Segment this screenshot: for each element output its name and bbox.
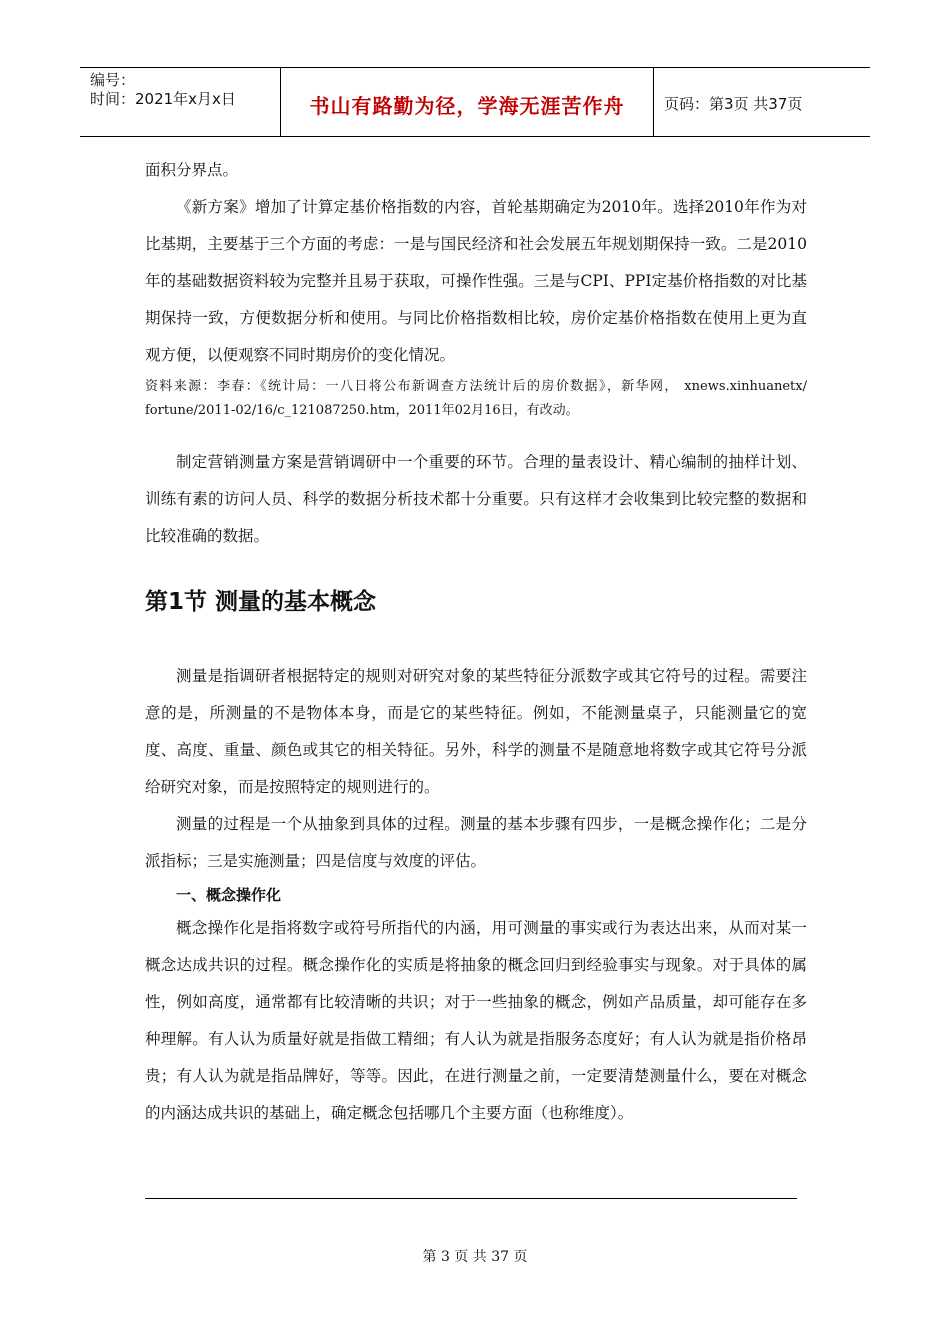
subsection-title: 一、概念操作化 [176,886,282,904]
header-motto-cell [281,68,654,136]
paragraph-measurement-definition: 测量是指调研者根据特定的规则对研究对象的某些特征分派数字或其它符号的过程。需要注意的是，所测量的不是物体本身，而是它的某些特征。例如，不能测量桌子，只能测量它的宽度、高度、重量、颜色或其它的相关特征。另外，科学的测量不是随意地将数字或其它符号分派给研究对象，而是按照特定的规则进行的。 [145,667,807,796]
document-header [80,67,870,137]
footer-page-number: 第 3 页 共 37 页 [422,1249,528,1265]
section-title: 第1节 测量的基本概念 [145,589,377,615]
header-page-cell [654,68,870,136]
footer-divider [145,1198,797,1199]
header-motto: 书山有路勤为径，学海无涯苦作舟 [309,94,625,118]
paragraph-continued: 面积分界点。 [145,161,239,179]
document-date-label: 时间：2021年x月x日 [90,90,236,108]
paragraph-intro: 制定营销测量方案是营销调研中一个重要的环节。合理的量表设计、精心编制的抽样计划、训练有素的访问人员、科学的数据分析技术都十分重要。只有这样才会收集到比较完整的数据和比较准确的数据。 [145,453,807,545]
source-citation: 资料来源：李春：《统计局：一八日将公布新调查方法统计后的房价数据》，新华网， xnews.xinhuanetx/ fortune/2011-02/16/c_121087250.htm，2011年02月16日，有改动。 [145,379,807,418]
header-page-number: 页码：第3页 共37页 [664,95,803,113]
paragraph-measurement-process: 测量的过程是一个从抽象到具体的过程。测量的基本步骤有四步，一是概念操作化；二是分派指标；三是实施测量；四是信度与效度的评估。 [145,815,807,870]
document-number-label: 编号： [90,71,136,89]
paragraph-base-index: 《新方案》增加了计算定基价格指数的内容，首轮基期确定为2010年。选择2010年作为对比基期，主要基于三个方面的考虑：一是与国民经济和社会发展五年规划期保持一致。二是2010年的基础数据资料较为完整并且易于获取，可操作性强。三是与CPI、PPI定基价格指数的对比基期保持一致，方便数据分析和使用。与同比价格指数相比较，房价定基价格指数在使用上更为直观方便，以便观察不同时期房价的变化情况。 [145,198,807,364]
header-meta-cell [80,68,281,136]
paragraph-operationalization: 概念操作化是指将数字或符号所指代的内涵，用可测量的事实或行为表达出来，从而对某一概念达成共识的过程。概念操作化的实质是将抽象的概念回归到经验事实与现象。对于具体的属性，例如高度，通常都有比较清晰的共识；对于一些抽象的概念，例如产品质量，却可能存在多种理解。有人认为质量好就是指做工精细；有人认为就是指服务态度好；有人认为就是指价格昂贵；有人认为就是指品牌好，等等。因此，在进行测量之前，一定要清楚测量什么，要在对概念的内涵达成共识的基础上，确定概念包括哪几个主要方面（也称维度）。 [145,919,807,1122]
document-body [145,152,807,1132]
